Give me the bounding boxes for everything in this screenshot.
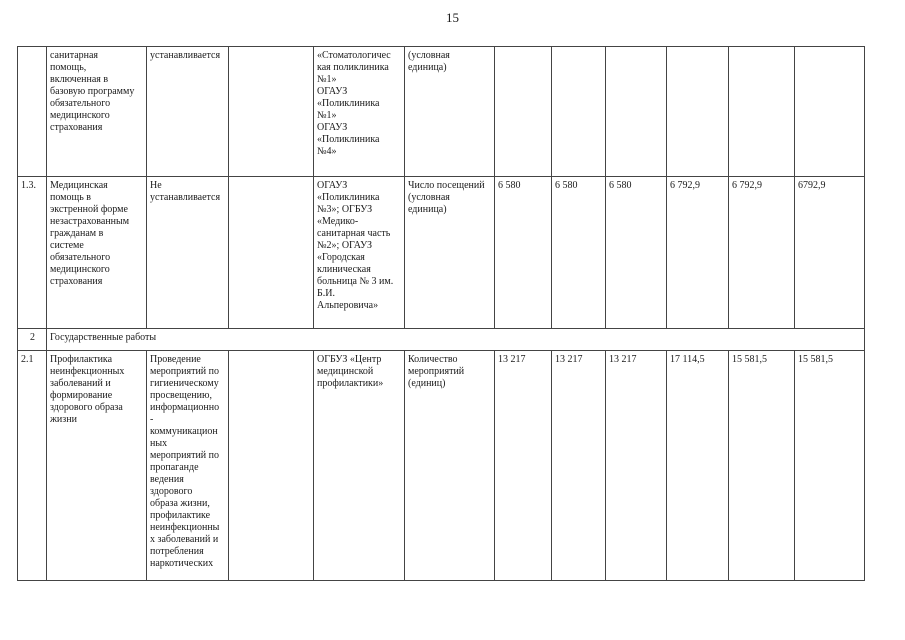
works-cell-line: здорового xyxy=(150,486,193,497)
indicator-cell-line: (условная xyxy=(408,192,450,203)
works-cell-line: коммуникацион xyxy=(150,426,218,437)
service-name-cell-line: обязательного xyxy=(50,98,111,109)
service-name-cell-line: страхования xyxy=(50,276,103,287)
works-cell-line: устанавливается xyxy=(150,50,221,61)
value-cell-5: 6 792,9 xyxy=(729,177,795,329)
table-row xyxy=(18,351,865,581)
institutions-cell-line: №1» xyxy=(317,110,337,121)
works-cell-line: неинфекционны xyxy=(150,522,220,533)
works-cell-line: ных xyxy=(150,438,168,449)
empty-cell xyxy=(229,47,314,177)
value-cell-3 xyxy=(606,47,667,177)
works-cell-line: устанавливается xyxy=(150,192,221,203)
institutions-cell xyxy=(314,351,405,581)
works-cell-line: пропаганде xyxy=(150,462,199,473)
works-cell-line: мероприятий по xyxy=(150,450,219,461)
service-name-cell-line: помощь в xyxy=(50,192,91,203)
row-number-cell: 1.3. xyxy=(18,177,47,329)
institutions-cell-line: №1» xyxy=(317,74,337,85)
empty-cell xyxy=(229,351,314,581)
institutions-cell-line: ОГАУЗ xyxy=(317,180,348,191)
service-name-cell-line: включенная в xyxy=(50,74,109,85)
value-cell-1 xyxy=(495,47,552,177)
works-cell xyxy=(147,177,229,329)
indicator-cell-line: единица) xyxy=(408,204,447,215)
institutions-cell-line: «Поликлиника xyxy=(317,134,380,145)
value-cell-1: 13 217 xyxy=(495,351,552,581)
services-table xyxy=(17,46,865,581)
value-cell-2: 13 217 xyxy=(552,351,606,581)
service-name-cell-line: Профилактика xyxy=(50,354,113,365)
institutions-cell-line: медицинской xyxy=(317,366,374,377)
service-name-cell-line: неинфекционных xyxy=(50,366,125,377)
institutions-cell-line: ОГАУЗ xyxy=(317,86,348,97)
value-cell-6 xyxy=(795,47,865,177)
indicator-cell-line: (единиц) xyxy=(408,378,446,389)
institutions-cell-line: «Медико- xyxy=(317,216,359,227)
indicator-cell-line: Количество xyxy=(408,354,458,365)
works-cell-line: информационно xyxy=(150,402,220,413)
indicator-cell-line: единица) xyxy=(408,62,447,73)
institutions-cell-line: ОГБУЗ «Центр xyxy=(317,354,382,365)
works-cell-line: Не xyxy=(150,180,162,191)
service-name-cell-line: экстренной форме xyxy=(50,204,128,215)
service-name-cell-line: медицинского xyxy=(50,110,110,121)
value-cell-4 xyxy=(667,47,729,177)
row-number-cell xyxy=(18,47,47,177)
value-cell-2: 6 580 xyxy=(552,177,606,329)
works-cell-line: просвещению, xyxy=(150,390,212,401)
service-name-cell-line: санитарная xyxy=(50,50,99,61)
service-name-cell-line: незастрахованным xyxy=(50,216,130,227)
institutions-cell-line: №2»; ОГАУЗ xyxy=(317,240,373,251)
works-cell-line: потребления xyxy=(150,546,204,557)
institutions-cell-line: больница № 3 им. xyxy=(317,276,394,287)
indicator-cell-line: мероприятий xyxy=(408,366,465,377)
institutions-cell-line: «Поликлиника xyxy=(317,192,380,203)
service-name-cell-line: базовую программу xyxy=(50,86,135,97)
institutions-cell-line: №3»; ОГБУЗ xyxy=(317,204,373,215)
service-name-cell-line: помощь, xyxy=(50,62,87,73)
works-cell xyxy=(147,47,229,177)
service-name-cell-line: Медицинская xyxy=(50,180,108,191)
value-cell-2 xyxy=(552,47,606,177)
institutions-cell xyxy=(314,177,405,329)
service-name-cell-line: заболеваний и xyxy=(50,378,111,389)
service-name-cell-line: здорового образа xyxy=(50,402,123,413)
service-name-cell-line: формирование xyxy=(50,390,113,401)
indicator-cell xyxy=(405,47,495,177)
value-cell-4: 6 792,9 xyxy=(667,177,729,329)
page-number: 15 xyxy=(446,10,459,25)
institutions-cell-line: ОГАУЗ xyxy=(317,122,348,133)
value-cell-4: 17 114,5 xyxy=(667,351,729,581)
institutions-cell-line: Альперовича» xyxy=(317,300,379,311)
works-cell-line: гигиеническому xyxy=(150,378,219,389)
indicator-cell-line: (условная xyxy=(408,50,450,61)
table-row xyxy=(18,177,865,329)
works-cell-line: образа жизни, xyxy=(150,498,210,509)
works-cell-line: Проведение xyxy=(150,354,201,365)
works-cell-line: ведения xyxy=(150,474,184,485)
institutions-cell-line: кая поликлиника xyxy=(317,62,389,73)
table-row xyxy=(18,47,865,177)
empty-cell xyxy=(229,177,314,329)
indicator-cell xyxy=(405,177,495,329)
institutions-cell-line: Б.И. xyxy=(317,288,335,299)
indicator-cell-line: Число посещений xyxy=(408,180,485,191)
service-name-cell-line: гражданам в xyxy=(50,228,104,239)
institutions-cell xyxy=(314,47,405,177)
service-name-cell-line: системе xyxy=(50,240,84,251)
value-cell-1: 6 580 xyxy=(495,177,552,329)
value-cell-6: 6792,9 xyxy=(795,177,865,329)
works-cell-line: мероприятий по xyxy=(150,366,219,377)
institutions-cell-line: «Стоматологичес xyxy=(317,50,391,61)
value-cell-5: 15 581,5 xyxy=(729,351,795,581)
row-number-cell: 2 xyxy=(18,329,47,351)
institutions-cell-line: «Городская xyxy=(317,252,365,263)
service-name-cell xyxy=(47,351,147,581)
institutions-cell-line: №4» xyxy=(317,146,337,157)
institutions-cell-line: санитарная часть xyxy=(317,228,391,239)
section-title-cell: Государственные работы xyxy=(47,329,865,351)
row-number-cell: 2.1 xyxy=(18,351,47,581)
institutions-cell-line: «Поликлиника xyxy=(317,98,380,109)
table-row xyxy=(18,329,865,351)
service-name-cell-line: обязательного xyxy=(50,252,111,263)
service-name-cell xyxy=(47,47,147,177)
indicator-cell xyxy=(405,351,495,581)
service-name-cell-line: страхования xyxy=(50,122,103,133)
value-cell-3: 13 217 xyxy=(606,351,667,581)
works-cell xyxy=(147,351,229,581)
works-cell-line: наркотических xyxy=(150,558,214,569)
service-name-cell-line: жизни xyxy=(50,414,77,425)
value-cell-3: 6 580 xyxy=(606,177,667,329)
works-cell-line: профилактике xyxy=(150,510,211,521)
institutions-cell-line: профилактики» xyxy=(317,378,384,389)
service-name-cell-line: медицинского xyxy=(50,264,110,275)
value-cell-5 xyxy=(729,47,795,177)
institutions-cell-line: клиническая xyxy=(317,264,371,275)
works-cell-line: - xyxy=(150,414,154,425)
service-name-cell xyxy=(47,177,147,329)
value-cell-6: 15 581,5 xyxy=(795,351,865,581)
works-cell-line: х заболеваний и xyxy=(150,534,219,545)
